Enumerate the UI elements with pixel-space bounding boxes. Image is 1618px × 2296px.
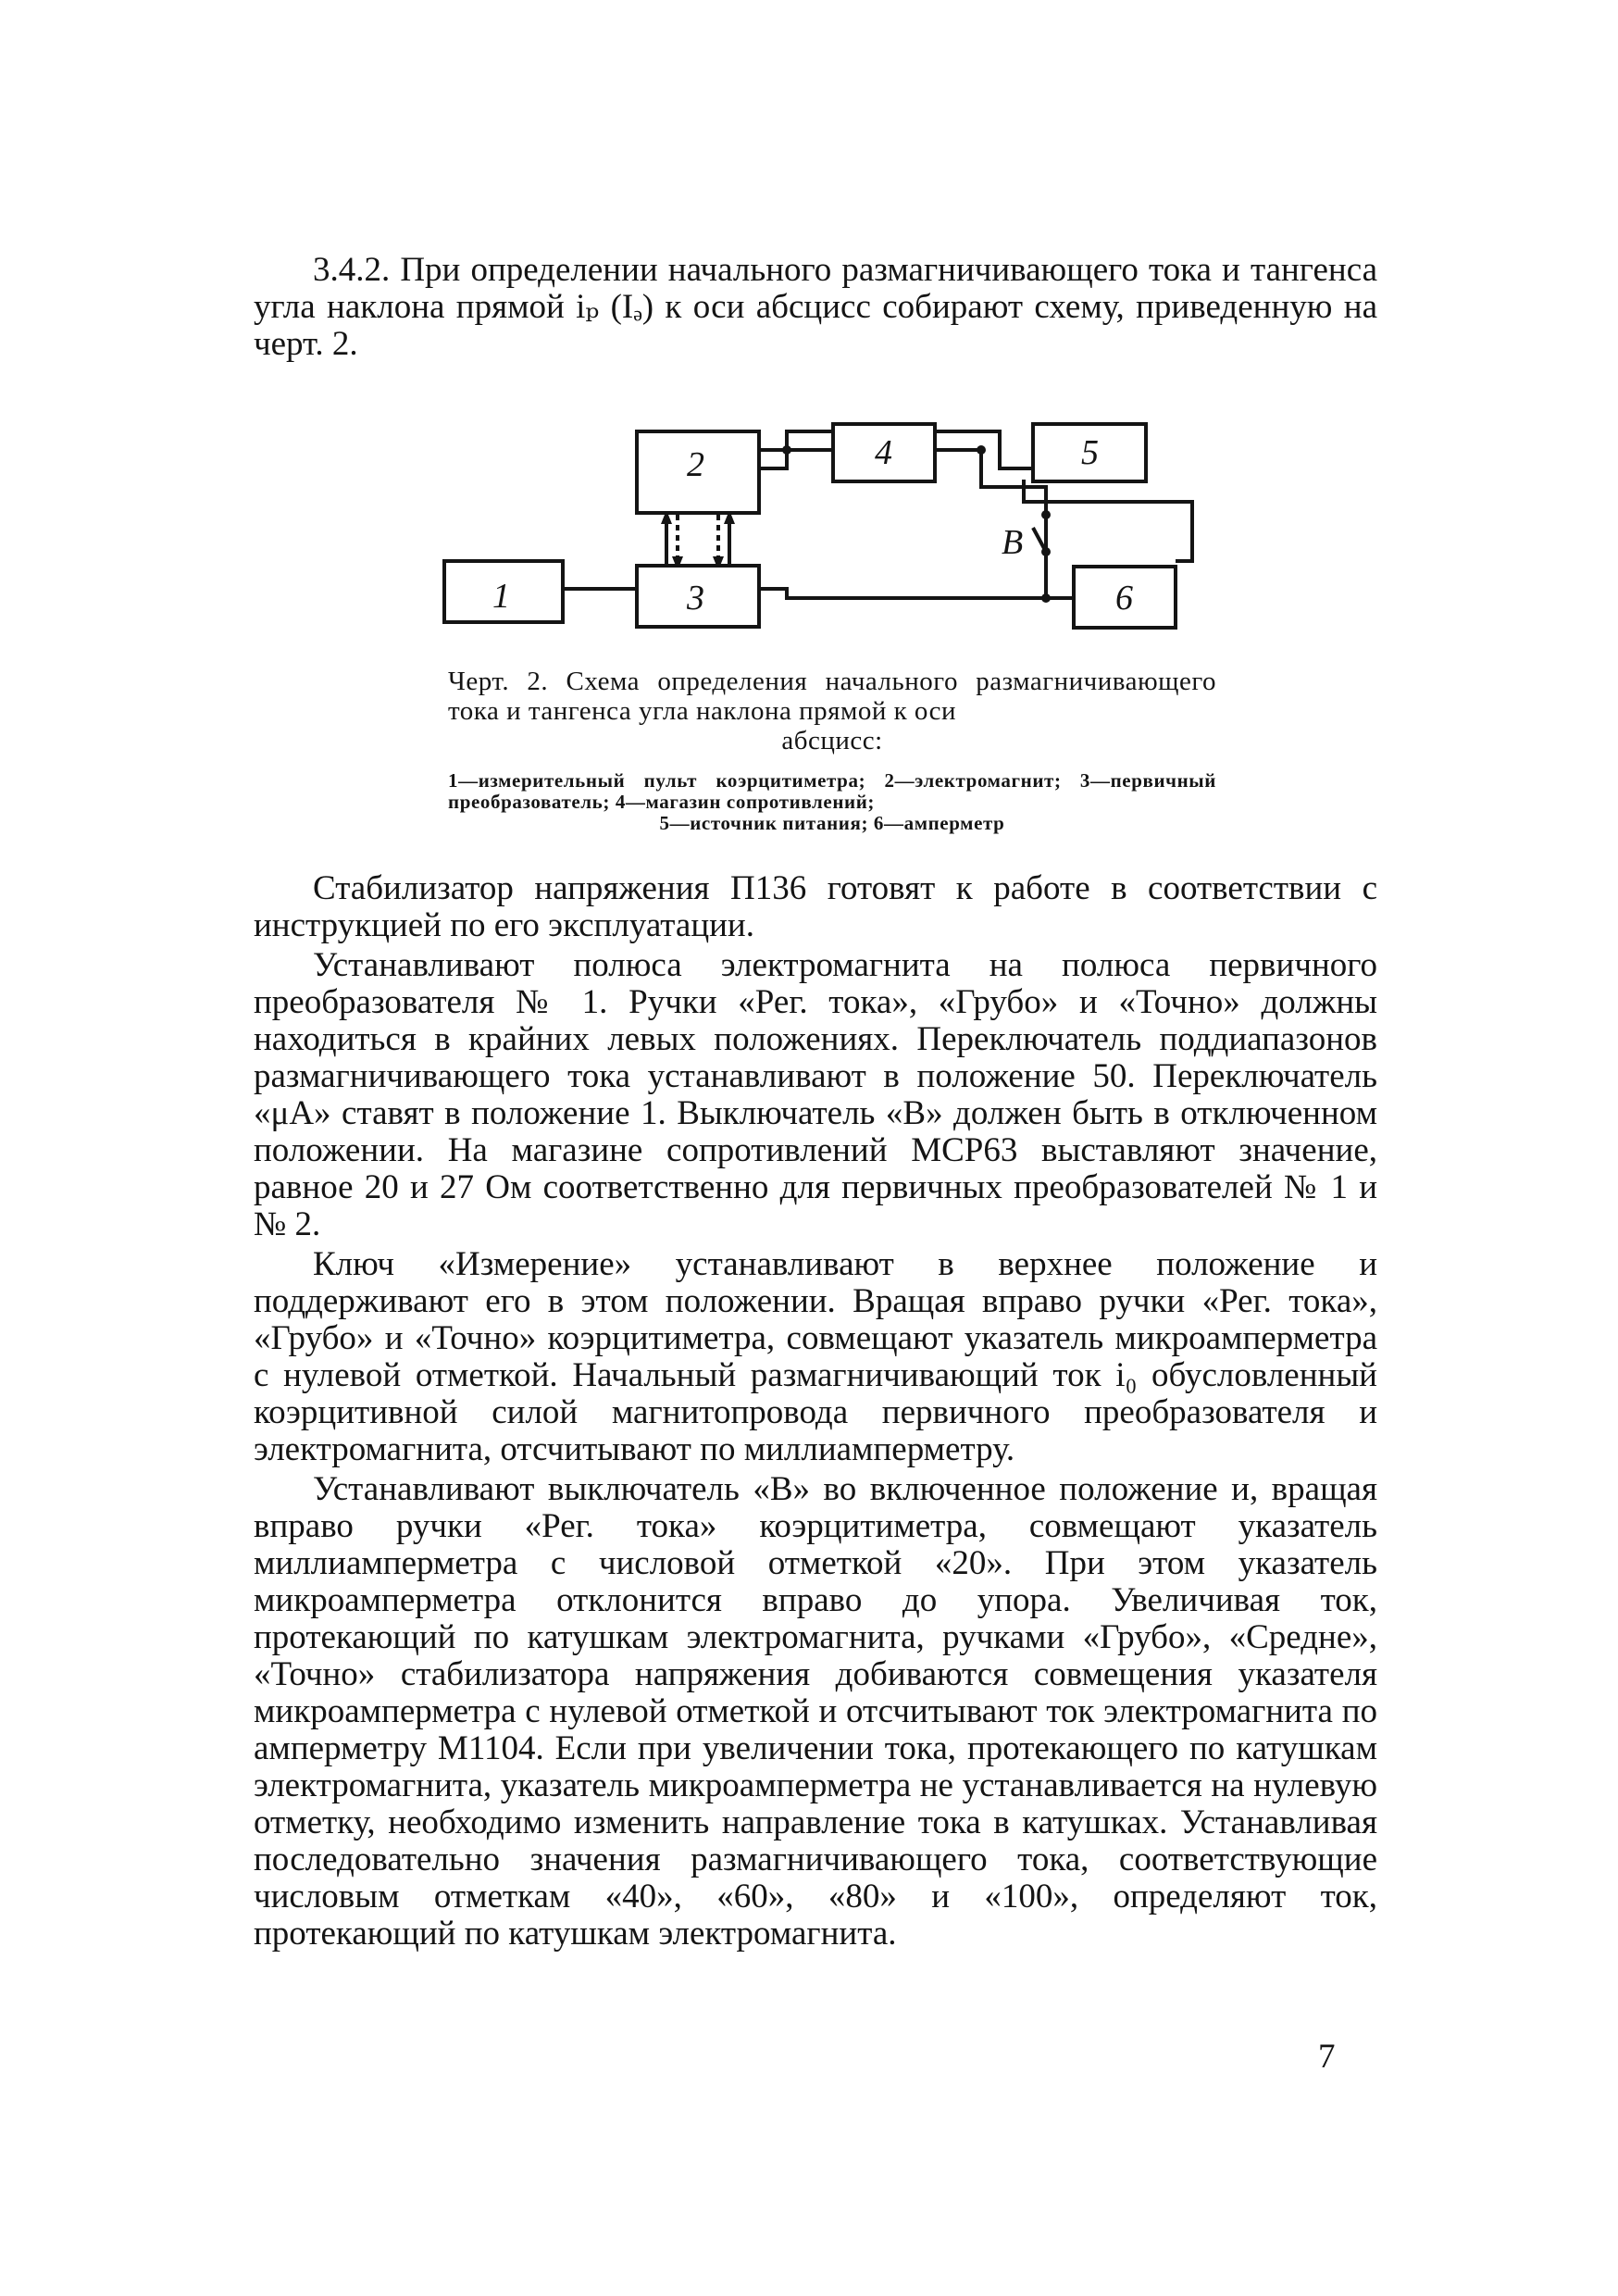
junction-node-left — [782, 445, 791, 455]
circuit-diagram — [435, 413, 1194, 654]
caption-line2: абсцисс: — [781, 726, 883, 755]
circuit-diagram-svg — [435, 413, 1194, 654]
page-number: 7 — [1318, 2038, 1336, 2076]
figure-legend — [448, 770, 1216, 834]
switch-contact-top — [1041, 510, 1051, 519]
intro-text: 3.4.2. При определении начального размагничивающего тока и тангенса угла наклона прямой iₚ (Iₔ) к оси абсцисс собирают схему, приведенную на черт. 2. — [254, 251, 1377, 363]
legend-line2: 5—источник питания; 6—амперметр — [659, 812, 1005, 834]
body-paragraph-1: Стабилизатор напряжения П136 готовят к работе в соответствии с инструкцией по его эксплуатации. — [254, 869, 1377, 944]
legend-line1: 1—измерительный пульт коэрцитиметра; 2—электромагнит; 3—первичный преобразователь; 4—магазин сопротивлений; — [448, 769, 1216, 813]
body-paragraph-4: Устанавливают выключатель «В» во включенное положение и, вращая вправо ручки «Рег. тока» коэрцитиметра, совмещают указатель миллиамперметра с числовой отметкой «20». При этом указатель микроамперметра отклонится вправо до упора. Увеличивая ток, протекающий по катушкам электромагнита, ручками «Грубо», «Средне», «Точно» стабилизатора напряжения добиваются совмещения указателя микроамперметра с нулевой отметкой и отсчитывают ток электромагнита по амперметру М1104. Если при увеличении тока, протекающего по катушкам электромагнита, указатель микроамперметра не устанавливается на нулевую отметку, необходимо изменить направление тока в катушках. Устанавливая последовательно значения размагничивающего тока, соответствующие числовым отметкам «40», «60», «80» и «100», определяют ток, протекающий по катушкам электромагнита. — [254, 1470, 1377, 1953]
figure-caption — [448, 667, 1216, 755]
body-paragraph-3: Ключ «Измерение» устанавливают в верхнее положение и поддерживают его в этом положении. Вращая вправо ручки «Рег. тока», «Грубо» и «Точно» коэрцитиметра, совмещают указатель микроамперметра с нулевой отметкой. Начальный размагничивающий ток i₀ обусловленный коэрцитивной силой магнитопровода первичного преобразователя и электромагнита, отсчитывают по миллиамперметру. — [254, 1245, 1377, 1468]
switch-contact-bottom — [1041, 547, 1051, 556]
block-4-label: 4 — [875, 433, 892, 472]
caption-line1: Черт. 2. Схема определения начального размагничивающего тока и тангенса угла наклона прямой к оси — [448, 667, 1216, 726]
block-5-label: 5 — [1081, 433, 1099, 472]
intro-paragraph — [254, 252, 1377, 363]
switch-label: В — [1002, 523, 1024, 562]
block-2-label: 2 — [687, 445, 704, 484]
junction-node-bottom — [1041, 593, 1051, 603]
junction-node-right — [977, 445, 986, 455]
block-3-label: 3 — [687, 579, 704, 618]
body-paragraph-2: Устанавливают полюса электромагнита на полюса первичного преобразователя № 1. Ручки «Рег. тока», «Грубо» и «Точно» должны находиться в крайних левых положениях. Переключатель поддиапазонов размагничивающего тока устанавливают в положение 50. Переключатель «μA» ставят в положение 1. Выключатель «В» должен быть в отключенном положении. На магазине сопротивлений МСР63 выставляют значение, равное 20 и 27 Ом соответственно для первичных преобразователей № 1 и № 2. — [254, 946, 1377, 1243]
body-text — [254, 870, 1377, 1953]
block-1-label: 1 — [492, 577, 510, 616]
wire-3-6 — [759, 589, 1074, 598]
block-6-label: 6 — [1115, 579, 1133, 618]
